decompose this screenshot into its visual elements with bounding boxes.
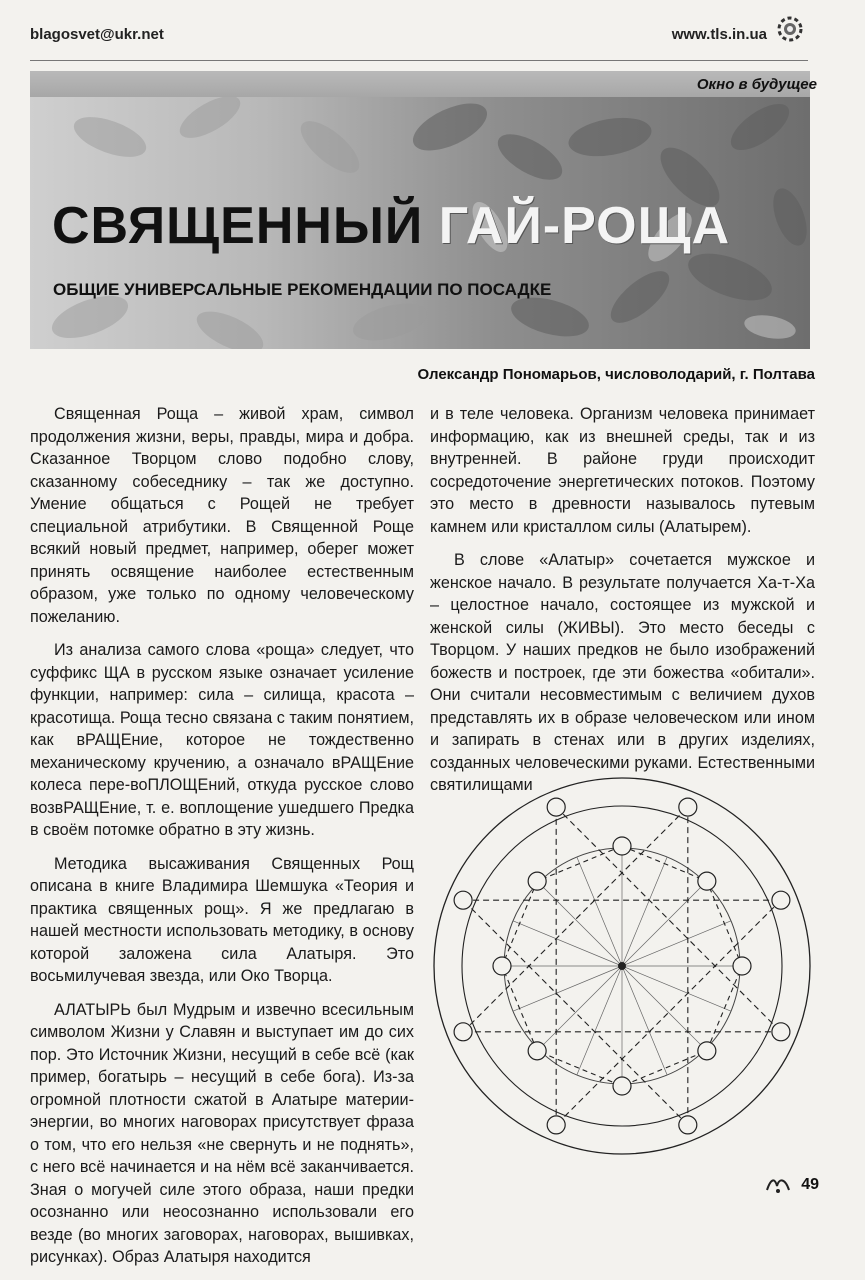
- tree-mark: [454, 1023, 472, 1041]
- tree-mark: [698, 872, 716, 890]
- paragraph: Методика высаживания Священных Рощ описана в книге Владимира Шемшука «Теория и практика священных рощ». Я же предлагаю в нашей местности использовать методику, в основу которой заложена сила Алатыря. Это восьмилучевая звезда, или Око Творца.: [30, 854, 414, 985]
- tree-mark: [772, 1023, 790, 1041]
- section-label: Окно в будущее: [696, 76, 817, 93]
- tree-mark: [679, 1116, 697, 1134]
- spoke-line: [622, 966, 705, 1049]
- tree-mark: [613, 1077, 631, 1095]
- title-part2: ГАЙ-РОЩА: [438, 197, 731, 255]
- tree-mark: [528, 1042, 546, 1060]
- header-divider: [30, 60, 808, 61]
- tree-mark: [454, 891, 472, 909]
- center-point: [618, 962, 626, 970]
- paragraph: Из анализа самого слова «роща» следует, что суффикс ЩА в русском языке означает усиление функции, например: сила – силища, красота – красотища. Роща тесно связана с таким понятием, как вРАЩЕние, которое не тождественно механическому кручению, а означало вРАЩЕние колеса пере-воПЛОЩЕний, откуда русское слово возвРАЩЕние, т. е. воплощение ушедшего Предка в своём потомке обратно в эту жизнь.: [30, 641, 414, 839]
- tree-mark: [528, 872, 546, 890]
- paragraph: Священная Роща – живой храм, символ продолжения жизни, веры, правды, мира и добра. Сказанное Творцом слово подобно слову, сказанному собеседнику – так же доступно. Умение общаться с Рощей не требует специальной атрибутики. В Священной Роще всякий новый предмет, например, оберег может принять освящение наиболее естественным образом, уже только по одному человеческому пожеланию.: [30, 405, 414, 626]
- title-part1: СВЯЩЕННЫЙ: [52, 197, 424, 255]
- tree-mark: [493, 957, 511, 975]
- page-number: 49: [801, 1176, 819, 1193]
- tree-mark: [679, 798, 697, 816]
- paragraph: В слове «Алатыр» сочетается мужское и женское начало. В результате получается Ха-т-Ха – целостное начало, состоящее из мужской и женской силы (ЖИВЫ). Это место беседы с Творцом. У наших предков не было изображений божеств и построек, где эти божества «обитали». Они считали несовместимым с величием духов представлять их в образе человеческом или ином и запирать в стенах или в других изделиях, созданных человеческими руками. Естественными святилищами: [430, 551, 815, 794]
- spoke-line: [539, 966, 622, 1049]
- right-column: [430, 403, 815, 808]
- spoke-line: [577, 966, 622, 1075]
- left-column: [30, 403, 414, 1280]
- header-email: blagosvet@ukr.net: [30, 26, 164, 43]
- tree-mark: [772, 891, 790, 909]
- gear-sun-icon: [773, 12, 807, 46]
- ornament-icon: [765, 1176, 791, 1196]
- article-title: [52, 196, 730, 256]
- tree-mark: [547, 1116, 565, 1134]
- tree-mark: [733, 957, 751, 975]
- spoke-line: [622, 857, 667, 966]
- article-subtitle: ОБЩИЕ УНИВЕРСАЛЬНЫЕ РЕКОМЕНДАЦИИ ПО ПОСАДКЕ: [53, 280, 552, 299]
- paragraph: и в теле человека. Организм человека принимает информацию, как из внешней среды, так и из внутренней. В районе груди происходит сосредоточение энергетических потоков. Поэтому это место в древности называлось путевым камнем или кристаллом силы (Алатырем).: [430, 405, 815, 536]
- section-bar: [30, 71, 810, 97]
- spoke-line: [513, 921, 622, 966]
- spoke-line: [622, 966, 731, 1011]
- spoke-line: [539, 883, 622, 966]
- tree-mark: [613, 837, 631, 855]
- tree-mark: [547, 798, 565, 816]
- header-site[interactable]: www.tls.in.ua: [671, 26, 767, 43]
- spoke-line: [622, 883, 705, 966]
- alatyr-star-planting-scheme-icon: [430, 762, 815, 1170]
- paragraph: АЛАТЫРЬ был Мудрым и извечно всесильным символом Жизни у Славян и выступает им до сих пор. Это Источник Жизни, несущий в себе всё (как пример, богатырь – несущий в себе бога). Из-за огромной плотности сжатой в Алатыре материи-энергии, во многих наговорах присутствует фраза о том, что его нельзя «не свернуть и не поднять», с него всё начинается и на нём всё заканчивается. Зная о могучей силе этого образа, наши предки осознанно или неосознанно использовали его везде (во многих заговорах, наговорах, вышивках, рисунках). Образ Алатыря находится: [30, 1000, 414, 1266]
- article-author: Олександр Пономарьов, числоволодарий, г. Полтава: [417, 366, 815, 383]
- tree-mark: [698, 1042, 716, 1060]
